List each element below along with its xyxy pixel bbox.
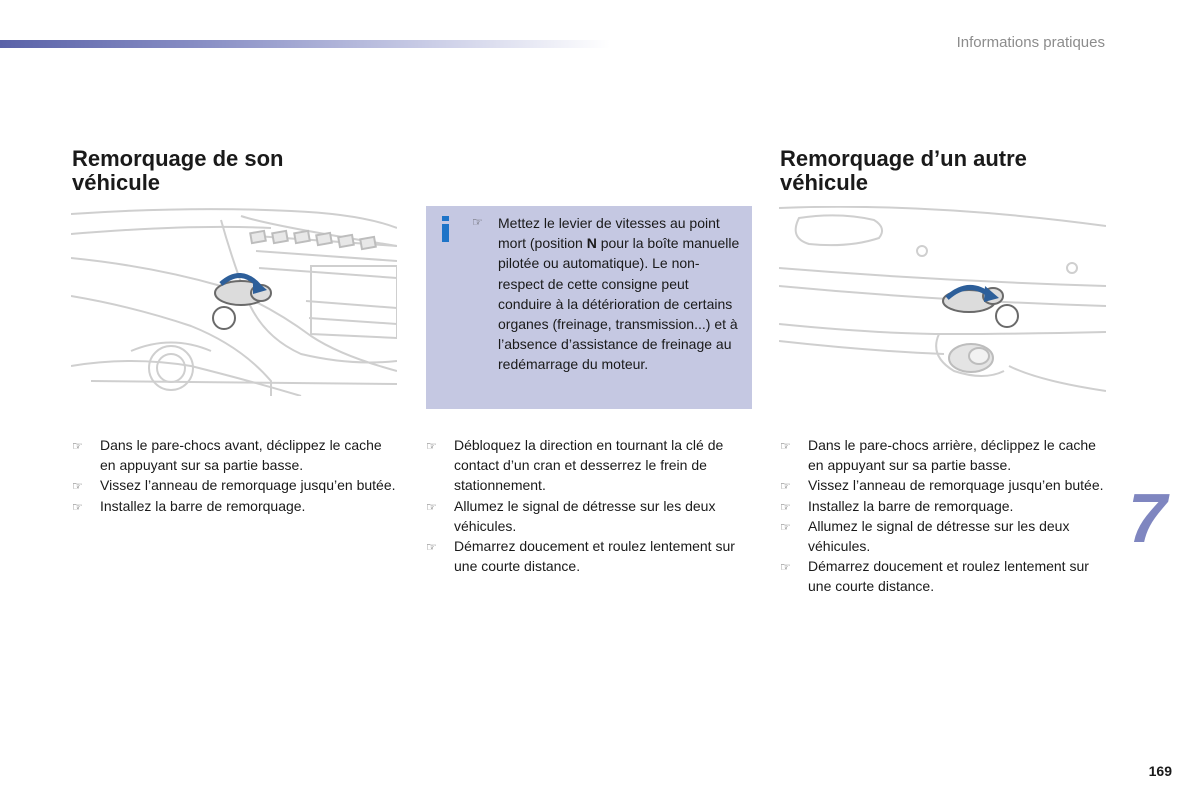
list-item [72,496,397,516]
pointing-hand-icon: ☞ [72,479,83,494]
pointing-hand-icon: ☞ [426,540,437,555]
info-text-bold: N [586,235,597,252]
list-item-text: Débloquez la direction en tournant la clé de contact d’un cran et desserrez le frein de stationnement. [454,437,724,494]
right-title-line2: véhicule [780,170,869,195]
list-item [72,435,397,475]
list-item-text: Vissez l’anneau de remorquage jusqu’en butée. [100,477,396,494]
pointing-hand-icon: ☞ [780,499,791,514]
list-item-text: Vissez l’anneau de remorquage jusqu’en butée. [808,477,1104,494]
right-bullet-list [780,435,1110,597]
list-item [780,516,1110,556]
chapter-number: 7 [1128,479,1167,557]
list-item-text: Dans le pare-chocs arrière, déclippez le cache en appuyant sur sa partie basse. [808,437,1096,474]
info-bullet-icon: ☞ [472,215,483,229]
right-title [780,147,1027,195]
list-item [426,536,756,576]
pointing-hand-icon: ☞ [426,499,437,514]
rear-bumper-illustration [779,206,1106,396]
left-bullet-list [72,435,397,516]
list-item-text: Allumez le signal de détresse sur les deux véhicules. [454,497,716,534]
list-item [426,435,756,496]
pointing-hand-icon: ☞ [72,439,83,453]
list-item-text: Démarrez doucement et roulez lentement sur une courte distance. [808,558,1089,595]
left-title-line2: véhicule [72,170,161,195]
pointing-hand-icon: ☞ [72,499,83,514]
middle-bullet-list [426,435,756,576]
front-bumper-illustration [71,206,397,396]
list-item [780,496,1110,516]
page-number: 169 [1148,763,1172,779]
right-title-line1: Remorquage d’un autre [780,146,1027,171]
list-item [780,475,1110,495]
section-header: Informations pratiques [956,34,1105,51]
pointing-hand-icon: ☞ [780,479,791,494]
header-accent-bar [0,40,610,48]
list-item-text: Installez la barre de remorquage. [100,497,306,514]
left-title [72,147,283,195]
list-item [426,496,756,536]
list-item-text: Dans le pare-chocs avant, déclippez le cache en appuyant sur sa partie basse. [100,437,382,474]
info-icon [442,216,449,242]
list-item-text: Allumez le signal de détresse sur les deux véhicules. [808,517,1070,555]
info-text-part2: pour la boîte manuelle pilotée ou automatique). Le non-respect de cette consigne peut conduire à la détérioration de certains organes (freinage, transmission...) et à l’absence d’assistance de freinage au redémarrage du moteur. [498,235,740,373]
list-item [780,556,1110,596]
pointing-hand-icon: ☞ [426,439,437,453]
pointing-hand-icon: ☞ [780,439,791,453]
pointing-hand-icon: ☞ [780,519,791,534]
info-text-part1: Mettez le levier de vitesses au point mort (position [498,215,720,252]
info-text [498,213,743,375]
left-title-line1: Remorquage de son [72,146,284,171]
list-item [72,475,397,495]
info-box [426,206,752,409]
list-item [780,435,1110,475]
list-item-text: Installez la barre de remorquage. [808,497,1014,514]
list-item-text: Démarrez doucement et roulez lentement sur une courte distance. [454,538,735,575]
pointing-hand-icon: ☞ [780,560,791,575]
